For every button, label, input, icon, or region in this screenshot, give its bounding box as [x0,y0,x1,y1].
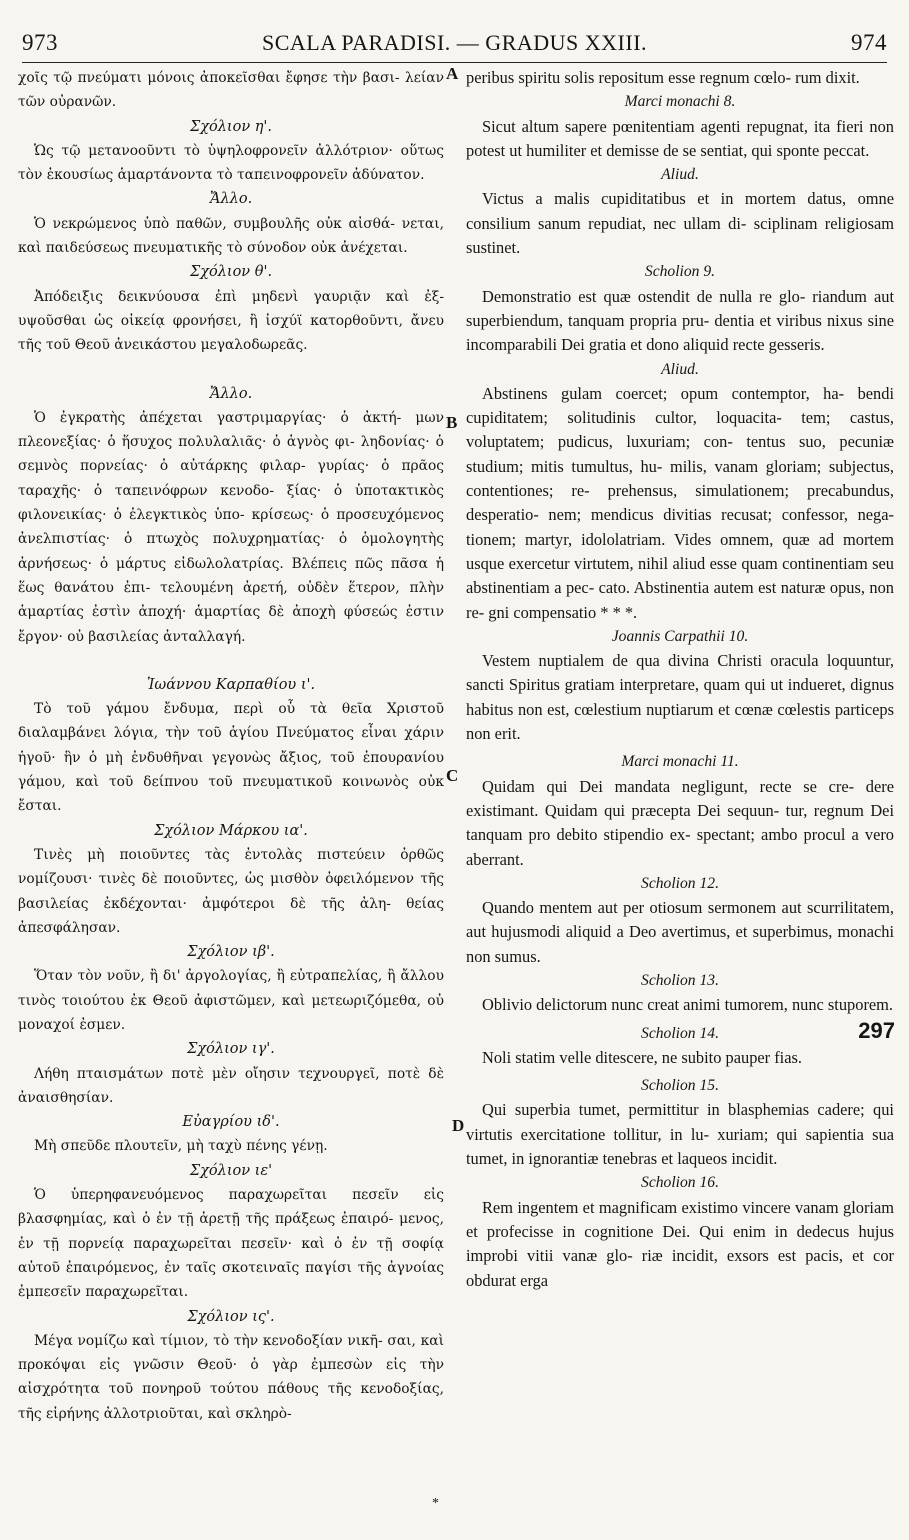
footer-asterisk: * [432,1496,439,1511]
latin-paragraph: Qui superbia tumet, permittitur in blasphemias cadere; qui virtutis exercitatione tollitur, in lu- xuriam; qui sapientia sua tumet, in ignorantiæ tenebras et laqueos incidit. [466,1100,894,1169]
latin-paragraph: Abstinens gulam coercet; opum contemptor, ha- bendi cupiditatem; solitudinis cultor, loquacita- tem; castus, voluptatem; pudicus, luxuriam; con- tentus suo, pecuniæ studium; mitis tumultus, hu- milis, vanam gloriam; subjectus, contentiones; re- prehensus, simulationem; precabundus, desperatio- nem; mendicus divitias recusat; confessor, nega- tionem; martyr, idololatriam. Vides omnem, quæ ad mortem usque exercetur virtutem, nihil aliud esse quam continentiam seu abstinentiam a pec- cato. Abstinentia autem est naturæ opus, non re- gni compensatio * * *. [466,383,894,622]
page-number-right: 974 [850,30,887,55]
greek-paragraph: Μὴ σπεῦδε πλουτεῖν, μὴ ταχὺ πένης γένῃ. [34,1138,328,1155]
latin-heading: Scholion 12. [641,874,719,892]
greek-heading: Σχόλιον Μάρκου ια'. [154,822,308,839]
latin-paragraph: Oblivio delictorum nunc creat animi tumorem, nunc stuporem. [482,995,894,1015]
latin-heading: Scholion 13. [641,971,719,989]
running-header [22,30,887,60]
latin-paragraph: Victus a malis cupiditatibus et in mortem datus, omne consilium sanum repudiat, nec ullam di- sciplinam religiosam sustinet. [466,189,894,258]
greek-paragraph: χοῖς τῷ πνεύματι μόνοις ἀποκεῖσθαι ἔφησε τὴν βασι- λείαν τῶν οὐρανῶν. [18,70,444,111]
greek-paragraph: Ἀπόδειξις δεικνύουσα ἐπὶ μηδενὶ γαυριᾷν καὶ ἐξ- υψοῦσθαι ὡς οἰκείᾳ φρονήσει, ἢ ἰσχύϊ κατορθοῦντι, ἄνευ τῆς τοῦ Θεοῦ ἀνεικάστου μεγαλοδωρεᾶς. [18,288,444,354]
latin-heading: Scholion 9. [644,263,716,281]
latin-heading: Scholion 16. [641,1174,719,1192]
latin-heading: Aliud. [661,360,699,378]
greek-heading: Σχόλιον ις'. [187,1308,275,1325]
greek-paragraph: Τὸ τοῦ γάμου ἔνδυμα, περὶ οὗ τὰ θεῖα Χριστοῦ διαλαμβάνει λόγια, τὴν τοῦ ἁγίου Πνεύματος εἶναι χάριν ἡγοῦ· ἣν ὁ μὴ ἐνδυθῆναι γεγονὼς ἄξιος, τοῦ ἐπουρανίου γάμου, καὶ τοῦ δείπνου τοῦ πνευματικοῦ κοινωνὸς οὐκ ἔσται. [18,701,444,815]
greek-heading: Σχόλιον η'. [189,118,273,135]
greek-heading: Σχόλιον ιγ'. [187,1041,275,1058]
latin-heading: Scholion 15. [641,1077,719,1095]
margin-letter-d: D [452,1116,465,1135]
margin-letter-a: A [446,64,459,83]
page-number-left: 973 [22,30,58,55]
greek-heading: Σχόλιον ιε' [189,1162,273,1179]
latin-paragraph: peribus spiritu solis repositum esse regnum cœlo- rum dixit. [466,68,860,87]
running-title: SCALA PARADISI. — GRADUS XXIII. [261,30,648,55]
latin-paragraph: Vestem nuptialem de qua divina Christi oracula loquuntur, sancti Spiritus gratiam interpretare, quam qui ut indueret, dignus habitus non est, cœlestium nuptiarum et cœnæ cœlestis particeps non erit. [466,651,894,744]
greek-heading: Ἄλλο. [209,385,253,402]
greek-heading: Ἰωάννου Καρπαθίου ι'. [146,676,316,693]
patrologia-column-number: 297 [858,1018,895,1043]
greek-heading: Σχόλιον θ'. [189,264,273,281]
latin-paragraph: Noli statim velle ditescere, ne subito pauper fias. [482,1047,802,1067]
latin-heading: Scholion 14. [641,1024,719,1042]
spacer [18,649,444,673]
greek-paragraph: Ὁ ὑπερηφανευόμενος παραχωρεῖται πεσεῖν εἰς βλασφημίας, καὶ ὁ ἐν τῇ ἀρετῇ τῆς πράξεως ἐπαιρό- μενος, ἐν τῇ πορνείᾳ παραχωρεῖται πεσεῖν· καὶ ὁ ἐν τῇ σοφίᾳ αὐτοῦ ἐπαιρόμενος, ἐν ταῖς σκοτειναῖς παγίσι τῆς ἀγνοίας ἐμπεσεῖν παραχωρεῖται. [18,1187,444,1301]
greek-paragraph: Λήθη πταισμάτων ποτὲ μὲν οἴησιν τεχνουργεῖ, ποτὲ δὲ ἀναισθησίαν. [18,1065,444,1106]
greek-paragraph: Ὡς τῷ μετανοοῦντι τὸ ὑψηλοφρονεῖν ἀλλότριον· οὕτως τὸν ἑκουσίως ἁμαρτάνοντα τὸ ταπεινοφρονεῖν ἀδύνατον. [18,142,444,184]
latin-heading: Aliud. [661,166,699,184]
greek-column [18,66,444,1530]
greek-paragraph: Ὁ νεκρώμενος ὑπὸ παθῶν, συμβουλῆς οὐκ αἰσθά- νεται, καὶ παιδεύσεως πνευματικῆς τὸ σύνοδον οὐκ ἀνέχεται. [18,215,444,257]
latin-heading: Joannis Carpathii 10. [611,627,749,645]
greek-heading: Ἄλλο. [209,191,253,208]
greek-paragraph: Τινὲς μὴ ποιοῦντες τὰς ἐντολὰς πιστεύειν ὀρθῶς νομίζουσι· τινὲς δὲ ποιοῦντες, ὡς μισθὸν ὀφειλόμενον τῆς βασιλείας ἐκδέχονται· ἀμφότεροι δὲ τῆς ἀλη- θείας ἀπεσφάλησαν. [18,846,444,936]
margin-letter-b: B [446,413,458,432]
greek-heading: Εὐαγρίου ιδ'. [182,1114,280,1131]
latin-paragraph: Demonstratio est quæ ostendit de nulla re glo- riandum aut superbiendum, tanquam propria pru- dentia et viribus nixus sine incomparabili Dei gratia et dono aliquid recte gesseris. [466,286,894,355]
latin-column [466,66,894,1530]
greek-paragraph: Ὅταν τὸν νοῦν, ἢ δι' ἀργολογίας, ἢ εὐτραπελίας, ἢ ἄλλου τινὸς τοιούτου ἐκ Θεοῦ ἀφιστῶμεν, καὶ μετεωριζόμεθα, οὐ μοναχοί ἐσμεν. [18,968,444,1033]
margin-letter-c: C [446,766,459,785]
latin-heading: Marci monachi 8. [624,93,736,111]
greek-paragraph: Μέγα νομίζω καὶ τίμιον, τὸ τὴν κενοδοξίαν νικῆ- σαι, καὶ προκόψαι εἰς γνῶσιν Θεοῦ· ὁ γὰρ ἐμπεσὼν εἰς τὴν αἰσχρότητα τοῦ πονηροῦ τούτου πάθους τῆς κενοδοξίας, τῆς εἰρήνης ἀλλοτριοῦται, καὶ σκληρὸ- [18,1332,444,1422]
latin-paragraph: Rem ingentem et magnificam existimo vincere vanam gloriam et profecisse in cognitione Dei. Qui enim in dedecus hujus improbi vitii vanæ glo- riæ incidit, exsors est pacis, et cor obdurat erga [466,1197,894,1290]
greek-paragraph: Ὁ ἐγκρατὴς ἀπέχεται γαστριμαργίας· ὁ ἀκτή- μων πλεονεξίας· ὁ ἥσυχος πολυλαλιᾶς· ὁ ἁγνὸς φι- ληδονίας· ὁ σεμνὸς πορνείας· ὁ αὐτάρκης φιλαρ- γυρίας· ὁ πρᾶος ταραχῆς· ὁ ταπεινόφρων κενοδο- ξίας· ὁ ὑποτακτικὸς φιλονεικίας· ὁ ἐλεγκτικὸς ὑπο- κρίσεως· ὁ προσευχόμενος ἀνελπιστίας· ὁ πτωχὸς πολυχρηματίας· ὁ ὁμολογητὴς ἀρνήσεως· ὁ μάρτυς εἰδωλολατρίας. Βλέπεις πῶς πᾶσα ἡ ἕως θανάτου ἐπι- τελουμένη ἀρετή, οὐδὲν ἕτερον, πλὴν ἁμαρτίας ἐστὶν ἀποχή· ἁμαρτίας δὲ ἀποχὴ φύσεώς ἐστιν ἔργον· οὐ βασιλείας ἀνταλλαγή. [18,409,444,645]
latin-paragraph: Sicut altum sapere pœnitentiam agenti repugnat, ita fieri non potest ut humiliter et demisse de se sentiat, qui sponte peccat. [466,116,894,160]
latin-paragraph: Quidam qui Dei mandata negligunt, recte se cre- dere existimant. Quidam qui præcepta Dei sequun- tur, regnum Dei tanquam pro debito stipendio ex- spectant; ambo procul a vero aberrant. [466,776,894,869]
header-rule [22,62,887,63]
latin-heading: Marci monachi 11. [621,753,739,771]
latin-paragraph: Quando mentem aut per otiosum sermonem aut scurrilitatem, aut hujusmodi aliquid a Deo avertimus, et superbimus, monachi non sumus. [466,898,894,966]
greek-heading: Σχόλιον ιβ'. [187,944,275,961]
spacer [18,358,444,382]
